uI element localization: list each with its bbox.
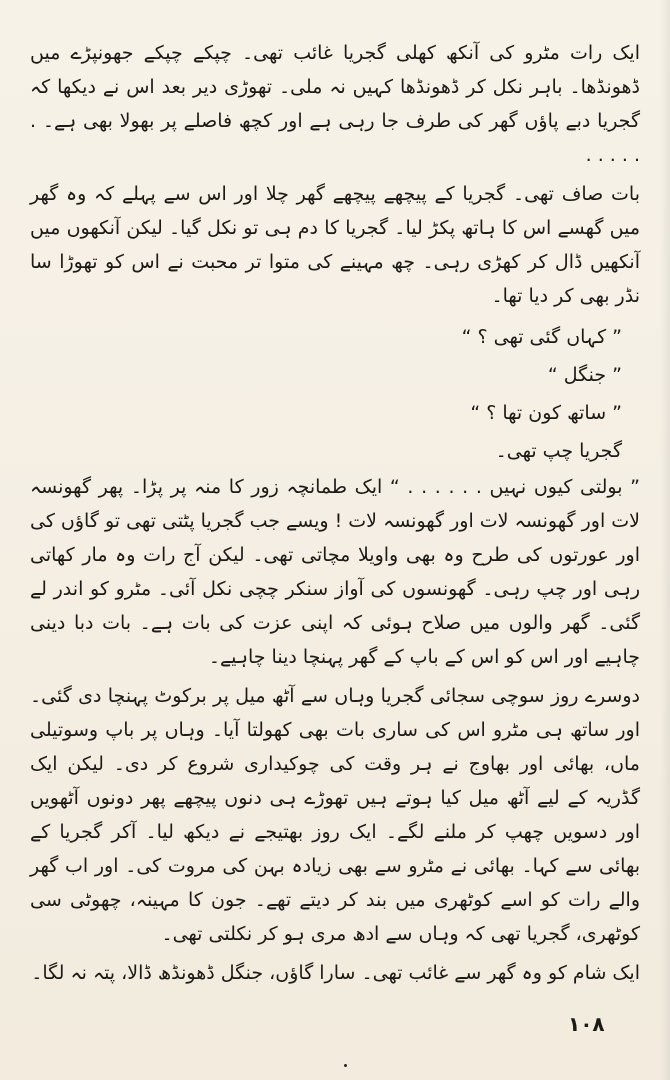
paragraph-3: ” بولتی کیوں نہیں . . . . . . “ ایک طمانچہ زور کا منہ پر پڑا۔ پھر گھونسہ لات اور گھونسہ لات اور گھونسہ لات ! ویسے جب گجریا پٹتی تھی تو گاؤں کی اور عورتوں کی طرح وہ بھی واویلا مچاتی تھی۔ لیکن آج رات وہ مار کھاتی رہی اور چپ رہی۔ گھونسوں کی آواز سنکر چچی نکل آئی۔ مٹرو کو اندر لے گئی۔ گھر والوں میں صلاح ہوئی کہ اپنی عزت کی بات ہے۔ بات دبا دینی چاہیے اور اس کو اس کے باپ کے گھر پہنچا دینا چاہیے۔ [30, 476, 640, 668]
paragraph-4: دوسرے روز سوچی سجائی گجریا وہاں سے آٹھ میل پر برکوٹ پہنچا دی گئی۔ اور ساتھ ہی مٹرو اس کی ساری بات بھی کھولتا آیا۔ وہاں پر باپ وسوتیلی ماں، بھائی اور بھاوج نے ہر وقت کی چوکیداری شروع کر دی۔ لیکن ایک گڈریہ کے لیے آٹھ میل کیا ہوتے ہیں تھوڑے ہی دنوں پیچھے پھر دونوں آٹھویں اور دسویں چھپ کر ملنے لگے۔ ایک روز بھتیجے نے دیکھ لیا۔ آکر گجریا کے بھائی سے کہا۔ بھائی نے مٹرو سے بھی زیادہ بہن کی مروت کی۔ اور اب گھر والے رات کو اسے کوٹھری میں بند کر دیتے تھے۔ جون کا مہینہ، چھوٹی سی کوٹھری، گجریا تھی کہ وہاں سے ادھ مری ہو کر نکلتی تھی۔ [30, 685, 640, 945]
paragraph-1: ایک رات مٹرو کی آنکھ کھلی گجریا غائب تھی۔ چپکے چپکے جھونپڑے میں ڈھونڈھا۔ باہر نکل کر ڈھونڈھا کہیں نہ ملی۔ تھوڑی دیر بعد اس نے دیکھا کہ گجریا دبے پاؤں گھر کی طرف جا رہی ہے اور کچھ فاصلے پر بھولا بھی ہے۔ . . . . . . [30, 42, 640, 166]
dialogue-line-4: گجریا چپ تھی۔ [495, 440, 622, 462]
page-text [30, 36, 640, 995]
paragraph-5: ایک شام کو وہ گھر سے غائب تھی۔ سارا گاؤں، جنگل ڈھونڈھ ڈالا، پتہ نہ لگا۔ [31, 962, 640, 984]
paragraph-2: بات صاف تھی۔ گجریا کے پیچھے پیچھے گھر چلا اور اس سے پہلے کہ وہ گھر میں گھسے اس کا ہاتھ پکڑ لیا۔ گجریا کا دم ہی تو نکل گیا۔ لیکن آنکھوں میں آنکھیں ڈال کر کھڑی رہی۔ چھ مہینے کی متوا تر محبت نے اس کو تھوڑا سا نڈر بھی کر دیا تھا۔ [30, 183, 640, 307]
dialogue-line-2: ” جنگل “ [547, 364, 622, 386]
dialogue-line-1: ” کہاں گئی تھی ؟ “ [461, 326, 622, 348]
bottom-dot [344, 1064, 347, 1067]
dialogue-line-3: ” ساتھ کون تھا ؟ “ [470, 402, 622, 424]
page-number: ١٠٨ [568, 1012, 605, 1036]
